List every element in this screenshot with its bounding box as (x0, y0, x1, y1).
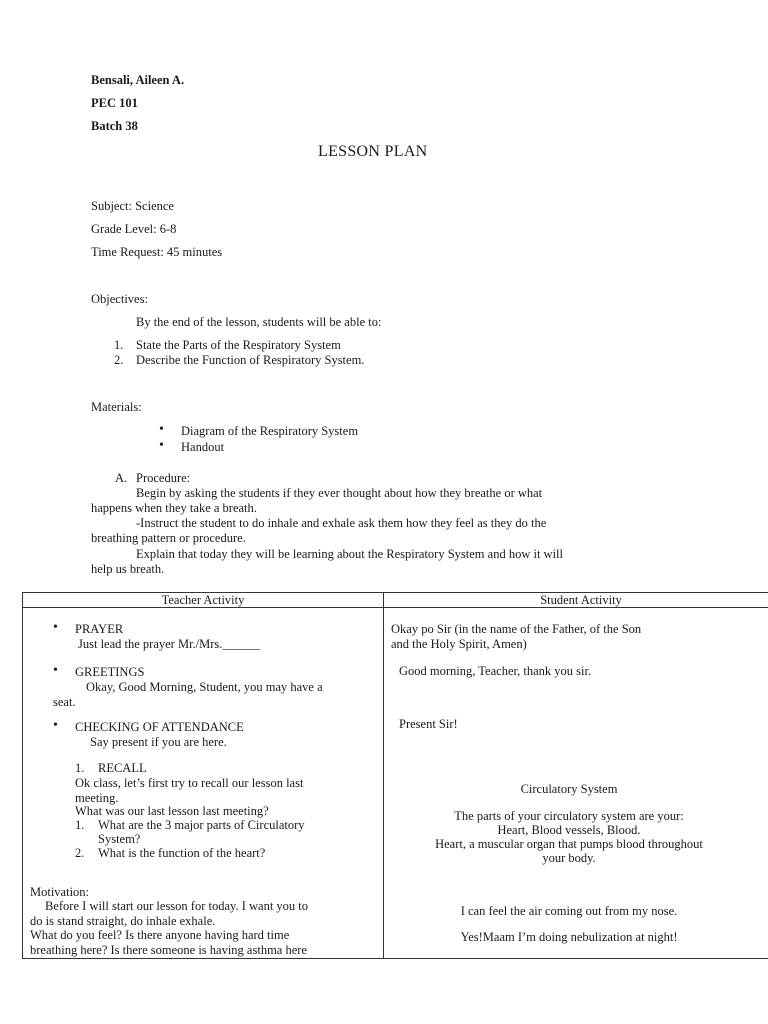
page-title: LESSON PLAN (318, 143, 428, 160)
question-text: What are the 3 major parts of Circulatory (98, 818, 305, 832)
batch-number: Batch 38 (91, 119, 138, 133)
attendance-text: Say present if you are here. (90, 735, 227, 749)
circulatory-text: The parts of your circulatory system are your: (454, 809, 684, 823)
objective-item: State the Parts of the Respiratory System (136, 338, 341, 352)
motivation-title: Motivation: (30, 885, 90, 899)
motivation-text: What do you feel? Is there anyone having hard time (30, 928, 290, 942)
motivation-text: do is stand straight, do inhale exhale. (30, 914, 216, 928)
motivation-text: breathing here? Is there someone is having asthma here (30, 943, 307, 957)
question-number: 2. (75, 846, 85, 860)
objectives-heading: Objectives: (91, 292, 148, 306)
procedure-heading: Procedure: (136, 471, 191, 485)
recall-text: What was our last lesson last meeting? (75, 804, 269, 818)
subject-line: Subject: Science (91, 199, 174, 213)
student-activity-cell (384, 608, 768, 959)
procedure-label: A. (115, 471, 128, 485)
student-activity-header: Student Activity (384, 593, 768, 608)
recall-title: RECALL (98, 761, 147, 775)
recall-text: Ok class, let’s first try to recall our lesson last (75, 776, 304, 790)
procedure-line: Begin by asking the students if they ever thought about how they breathe or what (136, 486, 543, 500)
author-name: Bensali, Aileen A. (91, 73, 185, 87)
teacher-activity-cell (23, 608, 384, 959)
course-code: PEC 101 (91, 96, 138, 110)
question-text: What is the function of the heart? (98, 846, 266, 860)
procedure-line: breathing pattern or procedure. (91, 531, 246, 545)
objective-number: 2. (114, 353, 124, 367)
material-item: • Handout (181, 440, 224, 455)
materials-heading: Materials: (91, 400, 142, 414)
student-prayer: Okay po Sir (in the name of the Father, of the Son (391, 622, 642, 636)
circulatory-text: Heart, a muscular organ that pumps blood throughout (435, 837, 703, 851)
recall-text: meeting. (75, 791, 119, 805)
objective-item: Describe the Function of Respiratory System. (136, 353, 365, 367)
prayer-text: Just lead the prayer Mr./Mrs.______ (78, 637, 260, 651)
greetings-text: seat. (53, 695, 76, 709)
student-prayer: and the Holy Spirit, Amen) (391, 637, 527, 651)
procedure-line: happens when they take a breath. (91, 501, 257, 515)
procedure-line: -Instruct the student to do inhale and exhale ask them how they feel as they do the (136, 516, 547, 530)
material-item: • Diagram of the Respiratory System (181, 424, 358, 439)
recall-number: 1. (75, 761, 85, 775)
student-greeting: Good morning, Teacher, thank you sir. (399, 664, 592, 678)
procedure-line: Explain that today they will be learning about the Respiratory System and how it will (136, 547, 564, 561)
circulatory-text: Heart, Blood vessels, Blood. (497, 823, 641, 837)
student-present: Present Sir! (399, 717, 458, 731)
activity-table (22, 592, 768, 959)
student-feel: I can feel the air coming out from my nose. (460, 904, 678, 918)
objective-number: 1. (114, 338, 124, 352)
circulatory-title: Circulatory System (520, 782, 618, 796)
greetings-title: • GREETINGS (75, 665, 144, 680)
question-number: 1. (75, 818, 85, 832)
time-line: Time Request: 45 minutes (91, 245, 223, 259)
teacher-activity-header: Teacher Activity (23, 593, 384, 608)
attendance-title: • CHECKING OF ATTENDANCE (75, 720, 244, 735)
question-text: System? (98, 832, 141, 846)
grade-line: Grade Level: 6-8 (91, 222, 177, 236)
objectives-intro: By the end of the lesson, students will be able to: (136, 315, 382, 329)
prayer-title: • PRAYER (75, 622, 123, 637)
greetings-text: Okay, Good Morning, Student, you may have a (86, 680, 323, 694)
procedure-line: help us breath. (91, 562, 165, 576)
student-asthma: Yes!Maam I’m doing nebulization at night! (460, 930, 678, 944)
circulatory-text: your body. (542, 851, 596, 865)
motivation-text: Before I will start our lesson for today. I want you to (45, 899, 309, 913)
